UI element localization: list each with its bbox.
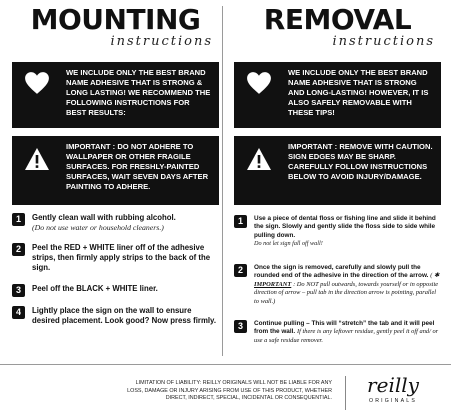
- step-text: Use a piece of dental floss or fishing line and slide it behind the sign. Slowly and gently slide the floss side to side while pulling down.: [254, 215, 436, 239]
- mounting-title: MOUNTING: [30, 3, 201, 36]
- removal-step-3: [234, 320, 441, 345]
- step-text: Once the sign is removed, carefully and slowly pull the rounded end of the adhesive in the direction of the arrow.: [254, 264, 429, 280]
- removal-important-box: [234, 136, 441, 205]
- logo-script: reilly: [367, 373, 419, 397]
- liability-line: LOSS, DAMAGE OR INJURY ARISING FROM USE OF THIS PRODUCT, WHETHER: [127, 387, 332, 394]
- logo-divider: [345, 376, 346, 410]
- mounting-subtitle: instructions: [110, 34, 213, 49]
- warning-icon: [246, 147, 272, 171]
- step-number: 1: [12, 213, 25, 226]
- liability-notice: [92, 380, 332, 403]
- liability-line: LIMITATION OF LIABILITY: REILLY ORIGINALS WILL NOT BE LIABLE FOR ANY: [135, 380, 332, 386]
- heart-icon: [246, 71, 272, 95]
- step-text: Continue pulling – This will “stretch” the tab and it will peel from the wall.: [254, 320, 435, 336]
- removal-intro-text: WE INCLUDE ONLY THE BEST BRAND NAME ADHESIVE THAT IS STRONG AND LONG-LASTING! HOWEVER, IT IS ALSO SAFELY REMOVABLE WITH THESE TIPS!: [288, 68, 429, 117]
- column-divider: [222, 6, 223, 356]
- logo-subtitle: ORIGINALS: [368, 398, 418, 404]
- step-number: 2: [12, 243, 25, 256]
- removal-step-1: [234, 215, 441, 249]
- removal-step-2: [234, 264, 441, 306]
- step-note: Do not let sign fall off wall!: [254, 240, 323, 248]
- mounting-important-text: IMPORTANT : DO NOT ADHERE TO WALLPAPER OR OTHER FRAGILE SURFACES. FOR FRESHLY-PAINTED SURFACES, WAIT SEVEN DAYS AFTER PAINTING TO ADHERE.: [66, 142, 209, 191]
- removal-title: REMOVAL: [263, 3, 412, 36]
- footer-divider: [0, 364, 451, 365]
- step-number: 1: [234, 215, 247, 228]
- step-number: 3: [12, 284, 25, 297]
- step-text-block: [254, 320, 441, 345]
- step-text: Peel off the BLACK + WHITE liner.: [32, 284, 158, 293]
- step-note: : Do NOT pull outwards, towards yourself or in opposite direction of arrow – pull tab in the direction arrow is pointing, parallel to wall.): [254, 280, 439, 305]
- liability-line: DIRECT, INDIRECT, SPECIAL, INCIDENTAL OR CONSEQUENTIAL.: [165, 395, 332, 402]
- step-note-prefix: ( ✱: [430, 272, 440, 280]
- step-text: Peel the RED + WHITE liner off of the adhesive strips, then firmly apply strips to the back of the sign.: [32, 243, 211, 272]
- removal-subtitle: instructions: [332, 34, 435, 49]
- mounting-step-2: [12, 243, 219, 273]
- step-number: 4: [12, 306, 25, 319]
- step-note: If there is any leftover residue, gently peel it off and/ or use a safe residue remover.: [254, 328, 439, 344]
- step-text-block: [254, 264, 441, 306]
- step-text: Lightly place the sign on the wall to ensure desired placement. Look good? Now press firmly.: [32, 306, 216, 325]
- mounting-step-1: [12, 213, 219, 233]
- removal-important-text: IMPORTANT : REMOVE WITH CAUTION. SIGN EDGES MAY BE SHARP. CAREFULLY FOLLOW INSTRUCTIONS BELOW TO AVOID INJURY/DAMAGE.: [288, 142, 433, 181]
- mounting-intro-box: [12, 62, 219, 128]
- mounting-important-box: [12, 136, 219, 205]
- mounting-step-3: [12, 284, 219, 294]
- removal-intro-box: [234, 62, 441, 128]
- step-number: 3: [234, 320, 247, 333]
- warning-icon: [24, 147, 50, 171]
- important-label: IMPORTANT: [254, 280, 292, 288]
- mounting-intro-text: WE INCLUDE ONLY THE BEST BRAND NAME ADHESIVE THAT IS STRONG & LONG LASTING! WE RECOMMEND THE FOLLOWING INSTRUCTIONS FOR BEST RESULTS:: [66, 68, 211, 117]
- heart-icon: [24, 71, 50, 95]
- step-text: Gently clean wall with rubbing alcohol.: [32, 213, 176, 222]
- step-number: 2: [234, 264, 247, 277]
- mounting-step-4: [12, 306, 219, 326]
- brand-logo: [355, 374, 431, 404]
- step-note: (Do not use water or household cleaners.): [32, 223, 164, 232]
